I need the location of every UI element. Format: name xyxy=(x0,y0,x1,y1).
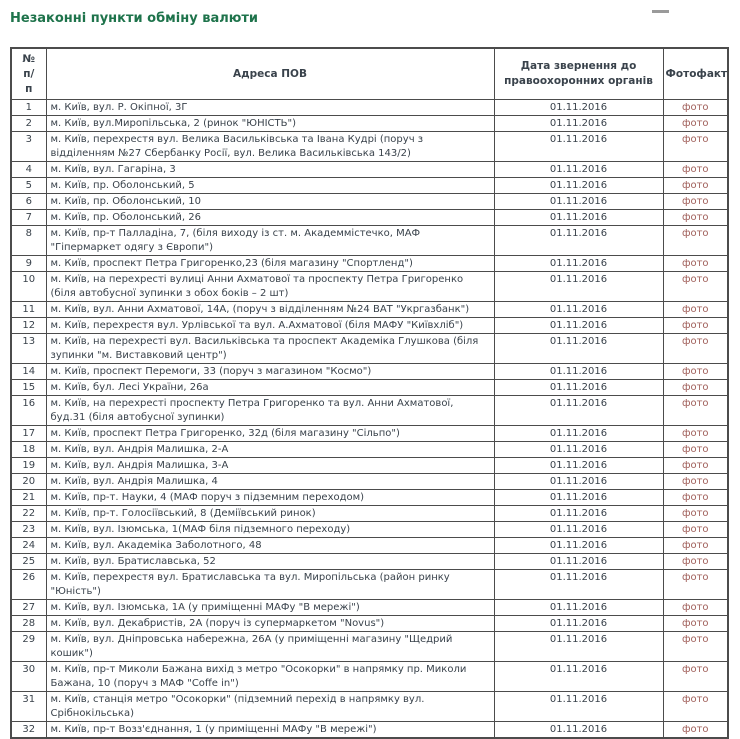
row-date: 01.11.2016 xyxy=(494,272,663,302)
photo-link[interactable]: фото xyxy=(681,492,709,503)
table-row xyxy=(11,442,728,458)
table-row xyxy=(11,570,728,600)
row-number: 24 xyxy=(11,538,46,554)
row-photo-cell xyxy=(663,662,728,692)
table-row xyxy=(11,426,728,442)
photo-link[interactable]: фото xyxy=(681,180,709,191)
table-row xyxy=(11,132,728,162)
row-number: 4 xyxy=(11,162,46,178)
row-address: м. Київ, вул. Гагаріна, 3 xyxy=(46,162,494,178)
row-address: м. Київ, вул. Андрія Малишка, 3-А xyxy=(46,458,494,474)
row-address: м. Київ, перехрестя вул. Велика Васильківська та Івана Кудрі (поруч з відділенням №27 Сбербанку Росії, вул. Велика Васильківська 143/2) xyxy=(46,132,494,162)
row-photo-cell xyxy=(663,334,728,364)
header-date-label: Дата звернення до правоохоронних органів xyxy=(504,60,653,87)
row-address: м. Київ, пр. Оболонський, 10 xyxy=(46,194,494,210)
page-edge-artifact xyxy=(652,10,669,13)
row-address: м. Київ, вул. Р. Окіпної, 3Г xyxy=(46,100,494,116)
table-row xyxy=(11,662,728,692)
row-photo-cell xyxy=(663,538,728,554)
row-number: 15 xyxy=(11,380,46,396)
table-row xyxy=(11,116,728,132)
row-address: м. Київ, вул. Декабристів, 2А (поруч із супермаркетом "Novus") xyxy=(46,616,494,632)
row-address: м. Київ, пр-т. Голосіївський, 8 (Деміївський ринок) xyxy=(46,506,494,522)
row-date: 01.11.2016 xyxy=(494,302,663,318)
table-row xyxy=(11,272,728,302)
row-photo-cell xyxy=(663,632,728,662)
row-address: м. Київ, на перехресті вулиці Анни Ахматової та проспекту Петра Григоренко (біля автобусної зупинки з обох боків – 2 шт) xyxy=(46,272,494,302)
row-photo-cell xyxy=(663,194,728,210)
photo-link[interactable]: фото xyxy=(681,524,709,535)
row-photo-cell xyxy=(663,600,728,616)
table-row xyxy=(11,616,728,632)
photo-link[interactable]: фото xyxy=(681,602,709,613)
table-row xyxy=(11,554,728,570)
row-number: 27 xyxy=(11,600,46,616)
row-number: 1 xyxy=(11,100,46,116)
row-address: м. Київ, вул. Академіка Заболотного, 48 xyxy=(46,538,494,554)
row-number: 19 xyxy=(11,458,46,474)
row-photo-cell xyxy=(663,116,728,132)
row-photo-cell xyxy=(663,302,728,318)
row-photo-cell xyxy=(663,162,728,178)
header-photo-label: Фотофакт xyxy=(665,67,728,80)
row-date: 01.11.2016 xyxy=(494,380,663,396)
header-address xyxy=(46,48,494,100)
row-date: 01.11.2016 xyxy=(494,334,663,364)
row-photo-cell xyxy=(663,506,728,522)
row-number: 2 xyxy=(11,116,46,132)
table-header xyxy=(11,48,728,100)
photo-link[interactable]: фото xyxy=(681,664,709,675)
row-address: м. Київ, вул. Братиславська, 52 xyxy=(46,554,494,570)
row-photo-cell xyxy=(663,722,728,739)
row-photo-cell xyxy=(663,256,728,272)
row-date: 01.11.2016 xyxy=(494,506,663,522)
row-date: 01.11.2016 xyxy=(494,692,663,722)
header-address-label: Адреса ПОВ xyxy=(233,67,307,80)
row-address: м. Київ, вул. Анни Ахматової, 14А, (поруч з відділенням №24 ВАТ "Укргазбанк") xyxy=(46,302,494,318)
table-row xyxy=(11,226,728,256)
row-photo-cell xyxy=(663,226,728,256)
row-photo-cell xyxy=(663,616,728,632)
row-number: 16 xyxy=(11,396,46,426)
row-photo-cell xyxy=(663,426,728,442)
photo-link[interactable]: фото xyxy=(681,228,709,239)
header-date xyxy=(494,48,663,100)
table-row xyxy=(11,538,728,554)
photo-link[interactable]: фото xyxy=(681,258,709,269)
row-date: 01.11.2016 xyxy=(494,318,663,334)
photo-link[interactable]: фото xyxy=(681,556,709,567)
row-photo-cell xyxy=(663,692,728,722)
photo-link[interactable]: фото xyxy=(681,444,709,455)
photo-link[interactable]: фото xyxy=(681,508,709,519)
row-date: 01.11.2016 xyxy=(494,396,663,426)
photo-link[interactable]: фото xyxy=(681,540,709,551)
photo-link[interactable]: фото xyxy=(681,336,709,347)
header-photo xyxy=(663,48,728,100)
row-number: 26 xyxy=(11,570,46,600)
row-photo-cell xyxy=(663,272,728,302)
photo-link[interactable]: фото xyxy=(681,618,709,629)
table-row xyxy=(11,194,728,210)
table-row xyxy=(11,364,728,380)
row-address: м. Київ, пр-т Миколи Бажана вихід з метро "Осокорки" в напрямку пр. Миколи Бажана, 10 (поруч з МАФ "Coffe in") xyxy=(46,662,494,692)
row-address: м. Київ, перехрестя вул. Братиславська та вул. Миропільська (район ринку "Юність") xyxy=(46,570,494,600)
photo-link[interactable]: фото xyxy=(681,134,709,145)
photo-link[interactable]: фото xyxy=(681,572,709,583)
header-number xyxy=(11,48,46,100)
row-address: м. Київ, станція метро "Осокорки" (підземний перехід в напрямку вул. Срібнокільська) xyxy=(46,692,494,722)
table-row xyxy=(11,334,728,364)
row-number: 10 xyxy=(11,272,46,302)
row-photo-cell xyxy=(663,210,728,226)
row-number: 30 xyxy=(11,662,46,692)
row-number: 18 xyxy=(11,442,46,458)
row-date: 01.11.2016 xyxy=(494,132,663,162)
row-address: м. Київ, пр-т Палладіна, 7, (біля виходу із ст. м. Академмістечко, МАФ "Гіпермаркет одягу з Європи") xyxy=(46,226,494,256)
row-address: м. Київ, вул. Андрія Малишка, 4 xyxy=(46,474,494,490)
table-body xyxy=(11,100,728,739)
row-date: 01.11.2016 xyxy=(494,632,663,662)
row-date: 01.11.2016 xyxy=(494,662,663,692)
row-date: 01.11.2016 xyxy=(494,554,663,570)
photo-link[interactable]: фото xyxy=(681,366,709,377)
row-address: м. Київ, проспект Перемоги, 33 (поруч з магазином "Космо") xyxy=(46,364,494,380)
table-row xyxy=(11,178,728,194)
photo-link[interactable]: фото xyxy=(681,428,709,439)
photo-link[interactable]: фото xyxy=(681,196,709,207)
row-number: 29 xyxy=(11,632,46,662)
row-date: 01.11.2016 xyxy=(494,600,663,616)
row-address: м. Київ, вул. Андрія Малишка, 2-А xyxy=(46,442,494,458)
row-photo-cell xyxy=(663,570,728,600)
row-date: 01.11.2016 xyxy=(494,256,663,272)
row-address: м. Київ, пр. Оболонський, 26 xyxy=(46,210,494,226)
row-date: 01.11.2016 xyxy=(494,538,663,554)
table-row xyxy=(11,458,728,474)
photo-link[interactable]: фото xyxy=(681,274,709,285)
row-number: 21 xyxy=(11,490,46,506)
table-row xyxy=(11,256,728,272)
row-number: 11 xyxy=(11,302,46,318)
table-row xyxy=(11,600,728,616)
row-date: 01.11.2016 xyxy=(494,722,663,739)
row-number: 13 xyxy=(11,334,46,364)
row-address: м. Київ, на перехресті проспекту Петра Григоренко та вул. Анни Ахматової, буд.31 (біля автобусної зупинки) xyxy=(46,396,494,426)
table-row xyxy=(11,522,728,538)
table-row xyxy=(11,318,728,334)
row-number: 23 xyxy=(11,522,46,538)
row-number: 14 xyxy=(11,364,46,380)
row-photo-cell xyxy=(663,178,728,194)
row-address: м. Київ, проспект Петра Григоренко,23 (біля магазину "Спортленд") xyxy=(46,256,494,272)
row-date: 01.11.2016 xyxy=(494,178,663,194)
table-row xyxy=(11,722,728,739)
row-number: 25 xyxy=(11,554,46,570)
row-photo-cell xyxy=(663,474,728,490)
photo-link[interactable]: фото xyxy=(681,320,709,331)
row-photo-cell xyxy=(663,522,728,538)
row-date: 01.11.2016 xyxy=(494,194,663,210)
row-number: 28 xyxy=(11,616,46,632)
row-number: 31 xyxy=(11,692,46,722)
table-row xyxy=(11,302,728,318)
row-date: 01.11.2016 xyxy=(494,458,663,474)
header-number-label: № п/п xyxy=(22,52,36,95)
row-date: 01.11.2016 xyxy=(494,210,663,226)
row-number: 8 xyxy=(11,226,46,256)
photo-link[interactable]: фото xyxy=(681,102,709,113)
table-row xyxy=(11,506,728,522)
row-number: 9 xyxy=(11,256,46,272)
row-number: 22 xyxy=(11,506,46,522)
row-address: м. Київ, проспект Петра Григоренко, 32д (біля магазину "Сільпо") xyxy=(46,426,494,442)
photo-link[interactable]: фото xyxy=(681,382,709,393)
table-row xyxy=(11,162,728,178)
row-photo-cell xyxy=(663,132,728,162)
row-address: м. Київ, бул. Лесі України, 26а xyxy=(46,380,494,396)
row-date: 01.11.2016 xyxy=(494,226,663,256)
table-row xyxy=(11,632,728,662)
illegal-exchange-points-table xyxy=(10,47,729,739)
row-number: 5 xyxy=(11,178,46,194)
row-photo-cell xyxy=(663,458,728,474)
table-row xyxy=(11,210,728,226)
row-date: 01.11.2016 xyxy=(494,442,663,458)
photo-link[interactable]: фото xyxy=(681,460,709,471)
photo-link[interactable]: фото xyxy=(681,694,709,705)
row-address: м. Київ, перехрестя вул. Урлівської та вул. А.Ахматової (біля МАФУ "Київхліб") xyxy=(46,318,494,334)
row-address: м. Київ, пр-т. Науки, 4 (МАФ поруч з підземним переходом) xyxy=(46,490,494,506)
row-number: 7 xyxy=(11,210,46,226)
row-photo-cell xyxy=(663,396,728,426)
row-date: 01.11.2016 xyxy=(494,474,663,490)
row-photo-cell xyxy=(663,554,728,570)
table-row xyxy=(11,490,728,506)
row-date: 01.11.2016 xyxy=(494,490,663,506)
row-date: 01.11.2016 xyxy=(494,522,663,538)
row-photo-cell xyxy=(663,318,728,334)
photo-link[interactable]: фото xyxy=(681,398,709,409)
row-photo-cell xyxy=(663,442,728,458)
row-number: 3 xyxy=(11,132,46,162)
photo-link[interactable]: фото xyxy=(681,304,709,315)
row-date: 01.11.2016 xyxy=(494,162,663,178)
row-address: м. Київ, на перехресті вул. Васильківська та проспект Академіка Глушкова (біля зупинки "м. Виставковий центр") xyxy=(46,334,494,364)
row-date: 01.11.2016 xyxy=(494,116,663,132)
photo-link[interactable]: фото xyxy=(681,164,709,175)
row-address: м. Київ, вул.Миропільська, 2 (ринок "ЮНІСТЬ") xyxy=(46,116,494,132)
page-title: Незаконні пункти обміну валюти xyxy=(10,11,259,26)
row-number: 20 xyxy=(11,474,46,490)
row-number: 32 xyxy=(11,722,46,739)
photo-link[interactable]: фото xyxy=(681,634,709,645)
row-date: 01.11.2016 xyxy=(494,616,663,632)
photo-link[interactable]: фото xyxy=(681,476,709,487)
row-number: 12 xyxy=(11,318,46,334)
row-date: 01.11.2016 xyxy=(494,570,663,600)
table-row xyxy=(11,100,728,116)
row-photo-cell xyxy=(663,100,728,116)
row-address: м. Київ, вул. Ізюмська, 1(МАФ біля підземного переходу) xyxy=(46,522,494,538)
table-row xyxy=(11,474,728,490)
row-number: 17 xyxy=(11,426,46,442)
row-address: м. Київ, вул. Ізюмська, 1А (у приміщенні МАФу "В мережі") xyxy=(46,600,494,616)
row-number: 6 xyxy=(11,194,46,210)
row-photo-cell xyxy=(663,380,728,396)
row-date: 01.11.2016 xyxy=(494,426,663,442)
table-row xyxy=(11,692,728,722)
photo-link[interactable]: фото xyxy=(681,118,709,129)
table-row xyxy=(11,380,728,396)
row-address: м. Київ, вул. Дніпровська набережна, 26А (у приміщенні магазину "Щедрий кошик") xyxy=(46,632,494,662)
row-address: м. Київ, пр. Оболонський, 5 xyxy=(46,178,494,194)
photo-link[interactable]: фото xyxy=(681,212,709,223)
row-address: м. Київ, пр-т Возз'єднання, 1 (у приміщенні МАФу "В мережі") xyxy=(46,722,494,739)
row-date: 01.11.2016 xyxy=(494,364,663,380)
table-row xyxy=(11,396,728,426)
row-date: 01.11.2016 xyxy=(494,100,663,116)
table-header-row xyxy=(11,48,728,100)
row-photo-cell xyxy=(663,490,728,506)
photo-link[interactable]: фото xyxy=(681,724,709,735)
row-photo-cell xyxy=(663,364,728,380)
